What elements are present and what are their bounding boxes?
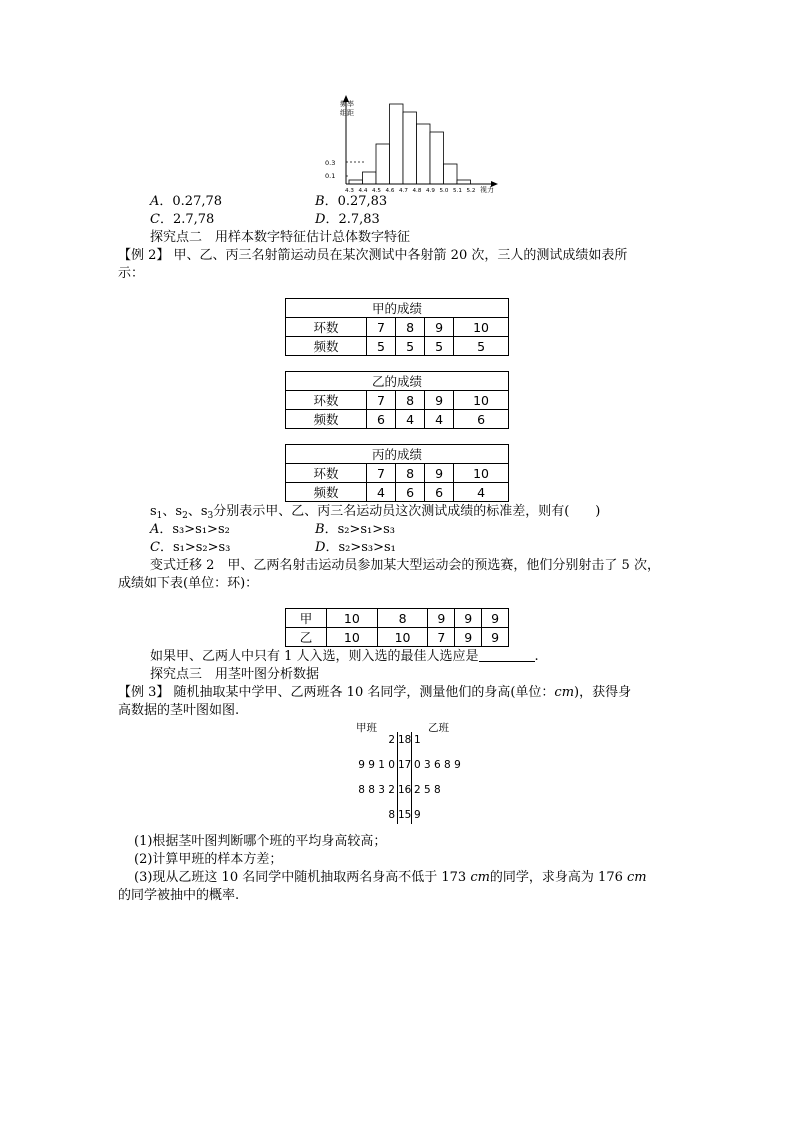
x-tick-label: 4.4 [358,188,368,194]
x-tick-label: 4.5 [372,188,381,194]
histogram-bar-5.1-5.2 [457,180,471,184]
question-3-line2: 的同学被抽中的概率. [118,888,240,903]
left-leaves-17: 9 9 1 0 [358,759,395,771]
variant-2-line1: 变式迁移 2 甲、乙两名射击运动员参加某大型运动会的预选赛，他们分别射击了 5 次， [150,558,660,573]
question-2: (2)计算甲班的样本方差； [134,852,283,867]
example-2-question: $s_1$、$s_2$、$s_3$分别表示甲、乙、丙三名运动员这次测试成绩的标准差，则有( ) [150,504,601,521]
y-label-bottom: 组距 [340,109,354,117]
stem-16: 16 [398,784,412,796]
section-3-title: 探究点三 用茎叶图分析数据 [150,667,320,682]
row-label: 乙 [286,628,327,647]
shooting-score-table: 甲 10 8 9 9 9 乙 10 10 7 9 9 [285,608,509,647]
answer-blank[interactable] [479,649,535,662]
left-class-label: 甲班 [356,722,377,734]
option-a: A．s₃>s₁>s₂ [150,522,230,537]
x-tick-label: 5.1 [453,188,462,194]
right-leaves-17: 0 3 6 8 9 [414,759,461,771]
x-tick-label: 4.9 [426,188,435,194]
histogram-bar-4.4-4.5 [363,172,377,184]
section-2-title: 探究点二 用样本数字特征估计总体数字特征 [150,230,411,245]
left-leaves-16: 8 8 3 2 [358,784,395,796]
example-2-line2: 示： [118,266,145,281]
histogram-bar-4.9-5.0 [430,132,444,184]
stem-17: 17 [398,759,412,771]
x-tick-label: 4.6 [385,188,395,194]
right-leaves-18: 1 [414,734,421,746]
option-b: B．s₂>s₁>s₃ [315,522,395,537]
question-3-line1: (3)现从乙班这 10 名同学中随机抽取两名身高不低于 173 cm的同学，求身高为 176 cm [134,870,647,885]
row-label: 频数 [286,483,367,502]
score-table-bing: 丙的成绩 环数 7 8 9 10 频数 4 6 6 4 [285,444,509,502]
example-2-line1: 【例 2】 甲、乙、丙三名射箭运动员在某次测试中各射箭 20 次，三人的测试成绩如表所 [118,248,628,263]
row-label: 频数 [286,337,367,356]
x-tick-label: 4.8 [412,188,422,194]
frequency-histogram [318,92,504,195]
x-tick-label: 5.2 [466,188,476,194]
histogram-bar-4.8-4.9 [417,124,431,184]
right-class-label: 乙班 [428,722,449,734]
option-a: A．0.27,78 [150,194,223,209]
table-title: 丙的成绩 [286,445,509,464]
row-label: 频数 [286,410,367,429]
option-d: D．s₂>s₃>s₁ [315,540,396,555]
histogram-bar-5.0-5.1 [444,164,458,184]
row-label: 环数 [286,318,367,337]
score-table-jia: 甲的成绩 环数 7 8 9 10 频数 5 5 5 5 [285,298,509,356]
y-tick-0.1: 0.1 [325,172,336,180]
stem-18: 18 [398,734,412,746]
stem-divider-right [411,732,412,824]
y-tick-0.3: 0.3 [325,159,336,167]
histogram-bar-4.6-4.7 [390,104,404,184]
histogram-bar-4.7-4.8 [403,112,417,184]
left-leaves-15: 8 [388,809,395,821]
example-3-line1: 【例 3】 随机抽取某中学甲、乙两班各 10 名同学，测量他们的身高(单位：cm)，获得身 [118,685,632,700]
question-1: (1)根据茎叶图判断哪个班的平均身高较高； [134,834,387,849]
row-label: 环数 [286,391,367,410]
histogram-bar-4.3-4.4 [349,180,363,184]
table-title: 甲的成绩 [286,299,509,318]
right-leaves-16: 2 5 8 [414,784,441,796]
score-table-yi: 乙的成绩 环数 7 8 9 10 频数 6 4 4 6 [285,371,509,429]
row-label: 甲 [286,609,327,628]
option-c: C．s₁>s₂>s₃ [150,540,231,555]
table-title: 乙的成绩 [286,372,509,391]
x-tick-label: 4.3 [345,188,354,194]
x-tick-label: 5.0 [439,188,449,194]
stem-15: 15 [398,809,412,821]
option-b: B．0.27,83 [315,194,388,209]
histogram-bar-4.5-4.6 [376,144,390,184]
variant-2-line2: 成绩如下表(单位：环)： [118,576,259,591]
option-d: D．2.7,83 [315,212,380,227]
right-leaves-15: 9 [414,809,421,821]
y-label-top: 频率 [340,100,354,108]
left-leaves-18: 2 [388,734,395,746]
stem-leaf-plot [300,720,500,824]
x-label: 视力 [480,186,494,194]
example-3-line2: 高数据的茎叶图如图. [118,703,240,718]
variant-2-question: 如果甲、乙两人中只有 1 人入选，则入选的最佳人选应是 . [150,649,539,664]
x-tick-label: 4.7 [399,188,408,194]
row-label: 环数 [286,464,367,483]
option-c: C．2.7,78 [150,212,215,227]
